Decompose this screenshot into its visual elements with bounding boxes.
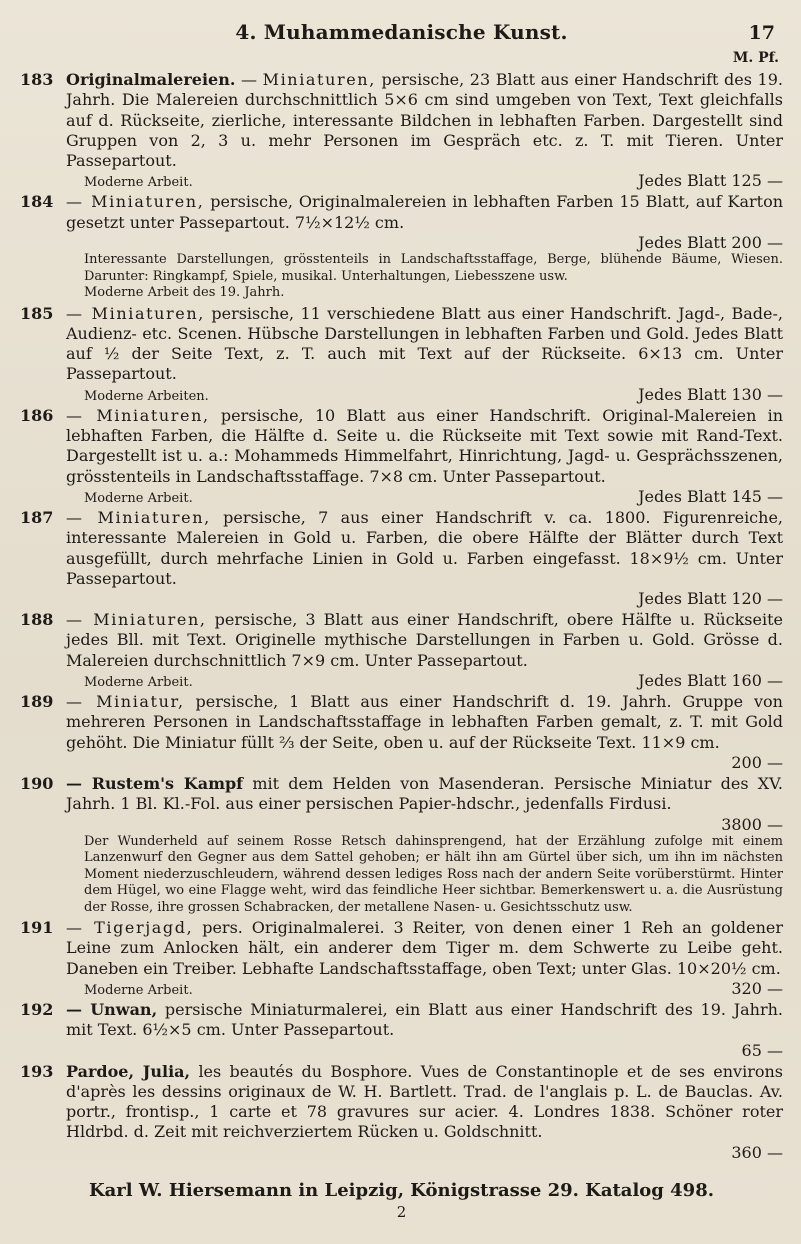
entry-note: Der Wunderheld auf seinem Rosse Retsch dahinsprengend, hat der Erzählung zufolge mit einem Lanzenwurf den Gegner aus dem Sattel gehoben; er hält ihn am Gürtel über sich, um ihn im nächsten Moment niederzuschleudern, während dessen lediges Ross nach der andern Seite vorüberstürmt. Hinter dem Hügel, wo eine Flagge weht, wird das feindliche Heer sichtbar. Bemerkenswert u. a. die Ausrüstung der Rosse, ihre grossen Schabracken, der metallene Nasen- u. Gesichtsschutz usw. bbox=[84, 833, 783, 915]
entry-head: — Miniatur, bbox=[66, 692, 185, 712]
entry-head: — Unwan, bbox=[66, 999, 158, 1019]
entry-note: Moderne Arbeit. bbox=[84, 175, 193, 191]
entry-number: 186 bbox=[20, 405, 54, 425]
catalog-entry bbox=[20, 304, 783, 404]
entry-head: — Miniaturen, bbox=[66, 507, 211, 527]
catalog-entry bbox=[20, 610, 783, 690]
entry-price: 3800 — bbox=[721, 814, 783, 834]
entry-body: persische, 11 verschiedene Blatt aus einer Handschrift. Jagd-, Bade-, Audienz- etc. Scenen. Hübsche Darstellungen in lebhaften Farben und Gold. Jedes Blatt auf ½ der Seite Text, z. T. auch mit Text auf der Rückseite. 6×13 cm. Unter Passepartout. bbox=[66, 303, 783, 384]
entry-body: les beautés du Bosphore. Vues de Constantinople et de ses environs d'après les dessins originaux de W. H. Bartlett. Trad. de l'anglais p. L. de Bauclas. Av. portr., frontisp., 1 carte et 78 gravures sur acier. 4. Londres 1838. Schöner roter Hldrbd. d. Zeit mit reichverziertem Rücken u. Goldschnitt. bbox=[66, 1061, 784, 1142]
entry-body: persische Miniaturmalerei, ein Blatt aus einer Handschrift des 19. Jahrh. mit Text. 6½×5 cm. Unter Passepartout. bbox=[66, 999, 784, 1040]
entry-number: 191 bbox=[20, 918, 54, 938]
entry-price: Jedes Blatt 130 — bbox=[638, 384, 783, 404]
catalog-entry bbox=[20, 1062, 783, 1162]
entry-lead: Originalmalereien. bbox=[66, 70, 236, 89]
entry-note: Moderne Arbeiten. bbox=[84, 388, 209, 404]
page-number: 17 bbox=[748, 22, 775, 44]
entry-price: Jedes Blatt 160 — bbox=[638, 671, 783, 691]
entry-number: 188 bbox=[20, 610, 54, 630]
entry-price: Jedes Blatt 145 — bbox=[638, 486, 783, 506]
entry-note: Moderne Arbeit. bbox=[84, 675, 193, 691]
currency-label: M. Pf. bbox=[732, 50, 779, 66]
entry-number: 193 bbox=[20, 1061, 54, 1081]
page-header bbox=[20, 16, 783, 50]
entry-body: persische, 1 Blatt aus einer Handschrift d. 19. Jahrh. Gruppe von mehreren Personen in Landschaftsstaffage in lebhaften Farben gemalt, z. T. mit Gold gehöht. Die Miniatur füllt ⅔ der Seite, oben u. auf der Rückseite Text. 11×9 cm. bbox=[66, 692, 783, 752]
entry-note: Moderne Arbeit des 19. Jahrh. bbox=[84, 285, 285, 301]
entry-note: Interessante Darstellungen, grösstenteils in Landschaftsstaffage, Berge, blühende Bäume, Wiesen. Darunter: Ringkampf, Spiele, musikal. Unterhaltungen, Liebesszene usw. bbox=[84, 252, 783, 284]
signature-mark: 2 bbox=[396, 1202, 407, 1221]
entry-note: Moderne Arbeit. bbox=[84, 490, 193, 506]
entry-number: 184 bbox=[20, 192, 54, 212]
entry-head: Miniaturen, bbox=[262, 70, 376, 89]
catalog-entry bbox=[20, 692, 783, 772]
entry-price: 200 — bbox=[731, 752, 783, 772]
entry-body: persische, 10 Blatt aus einer Handschrift. Original-Malereien in lebhaften Farben, die Hälfte d. Seite u. die Rückseite mit Text sowie mit Rand-Text. Dargestellt ist u. a.: Mohammeds Himmelfahrt, Hinrichtung, Jagd- u. Gesprächsszenen, grösstenteils in Landschaftsstaffage. 7×8 cm. Unter Passepartout. bbox=[66, 405, 784, 486]
entry-head: — Rustem's Kampf bbox=[66, 773, 244, 793]
entry-price: 360 — bbox=[731, 1142, 783, 1162]
catalog-entry bbox=[20, 192, 783, 301]
entry-head: — Miniaturen, bbox=[66, 192, 205, 212]
entry-body: persische, Originalmalereien in lebhaften Farben 15 Blatt, auf Karton gesetzt unter Passepartout. 7½×12½ cm. bbox=[66, 192, 783, 232]
entry-head: — Miniaturen, bbox=[66, 610, 207, 630]
entry-note: Moderne Arbeit. bbox=[84, 982, 193, 998]
entry-body: persische, 7 aus einer Handschrift v. ca. 1800. Figurenreiche, interessante Malereien in Gold u. Farben, die obere Hälfte der Blätter durch Text ausgefüllt, durch mehrfache Linien in Gold u. Farben eingefasst. 18×9½ cm. Unter Passepartout. bbox=[66, 507, 784, 588]
entry-price: 320 — bbox=[731, 978, 783, 998]
catalog-entry bbox=[20, 1000, 783, 1060]
entry-head: — Miniaturen, bbox=[66, 303, 205, 323]
entry-lead: Pardoe, Julia, bbox=[66, 1061, 191, 1081]
entry-body: mit dem Helden von Masenderan. Persische Miniatur des XV. Jahrh. 1 Bl. Kl.-Fol. aus einer persischen Papier-hdschr., jedenfalls Firdusi. bbox=[66, 773, 784, 814]
entry-price: Jedes Blatt 200 — bbox=[638, 233, 783, 253]
entry-number: 183 bbox=[20, 70, 54, 89]
catalog-entry bbox=[20, 508, 783, 608]
entry-price: Jedes Blatt 125 — bbox=[638, 171, 783, 191]
entry-number: 187 bbox=[20, 507, 54, 527]
publisher-footer: Karl W. Hiersemann in Leipzig, Königstrasse 29. Katalog 498. bbox=[88, 1179, 714, 1201]
entry-body: persische, 23 Blatt aus einer Handschrift des 19. Jahrh. Die Malereien durchschnittlich 5×6 cm sind umgeben von Text, Text gleichfalls auf d. Rückseite, zierliche, interessante Bildchen in lebhaften Farben. Dargestellt sind Gruppen von 2, 3 u. mehr Personen im Gespräch etc. z. T. mit Tieren. Unter Passepartout. bbox=[66, 70, 784, 171]
entry-body: pers. Originalmalerei. 3 Reiter, von denen einer 1 Reh an goldener Leine zum Anlocken hält, ein anderer dem Tiger m. dem Schwerte zu Leibe geht. Daneben ein Treiber. Lebhafte Landschaftsstaffage, oben Text; unter Glas. 10×20½ cm. bbox=[66, 918, 783, 978]
entry-price: 65 — bbox=[741, 1040, 783, 1060]
catalog-entry bbox=[20, 774, 783, 916]
entry-number: 189 bbox=[20, 692, 54, 712]
entry-price: Jedes Blatt 120 — bbox=[638, 589, 783, 609]
entry-number: 185 bbox=[20, 303, 54, 323]
entry-number: 192 bbox=[20, 999, 54, 1019]
catalog-entry: 183 Originalmalereien. — Miniaturen, persische, 23 Blatt aus einer Handschrift des 19. Jahrh. Die Malereien durchschnittlich 5×6 cm sind umgeben von Text, Text gleichfalls auf d. Rückseite, zierliche, interessante Bildchen in lebhaften Farben. Dargestellt sind Gruppen von 2, 3 u. mehr Personen im Gespräch etc. z. T. mit Tieren. Unter Passepartout. Moderne Arbeit. Jedes Blatt 125 — bbox=[20, 70, 784, 191]
catalog-entry bbox=[20, 406, 783, 506]
entry-number: 190 bbox=[20, 773, 54, 793]
page-title: 4. Muhammedanische Kunst. bbox=[235, 20, 568, 44]
entry-head: — Tigerjagd, bbox=[66, 918, 194, 938]
entry-body: persische, 3 Blatt aus einer Handschrift, obere Hälfte u. Rückseite jedes Bll. mit Text. Originelle mythische Darstellungen in Farben u. Gold. Grösse d. Malereien durchschnittlich 7×9 cm. Unter Passepartout. bbox=[66, 610, 784, 670]
catalog-entry bbox=[20, 918, 783, 998]
entry-head: — Miniaturen, bbox=[66, 405, 210, 425]
